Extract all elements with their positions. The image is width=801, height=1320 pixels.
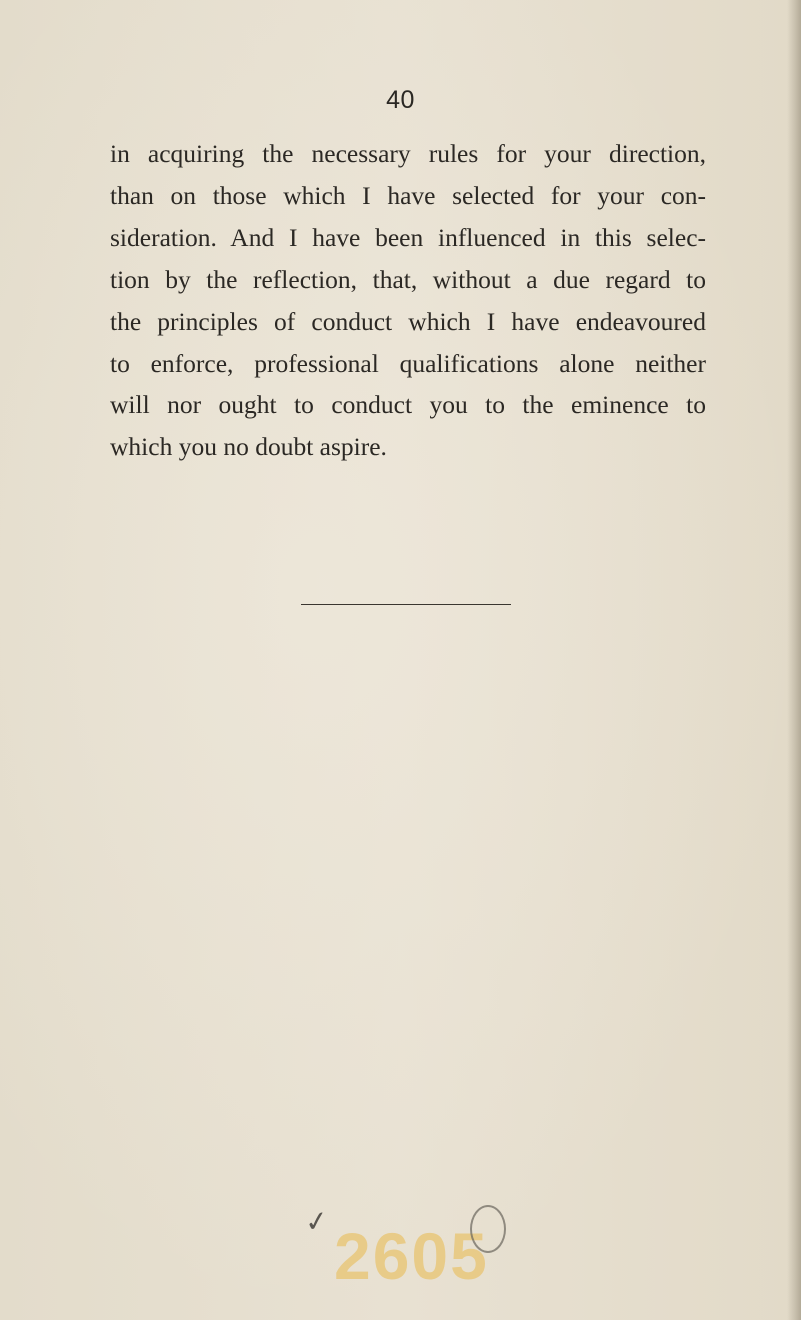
page-number: 40 [386,86,415,114]
text-line: to enforce, professional qualifications alone neither [110,348,706,378]
body-paragraph [110,133,706,468]
text-line: the principles of conduct which I have endeavoured [110,306,706,336]
handwritten-check-mark: ✓ [302,1203,331,1240]
page-edge-shadow [787,0,801,1320]
text-line: tion by the reflection, that, without a due regard to [110,264,706,294]
text-line: than on those which I have selected for your con- [110,180,706,210]
handwritten-circle-mark [470,1205,506,1253]
text-line: will nor ought to conduct you to the eminence to [110,390,706,420]
text-line: in acquiring the necessary rules for your direction, [110,139,706,168]
text-line: sideration. And I have been influenced in this selec- [110,222,706,252]
section-divider [301,604,511,605]
library-stamp-number: 2605 [334,1219,489,1293]
text-line: which you no doubt aspire. [110,432,387,462]
